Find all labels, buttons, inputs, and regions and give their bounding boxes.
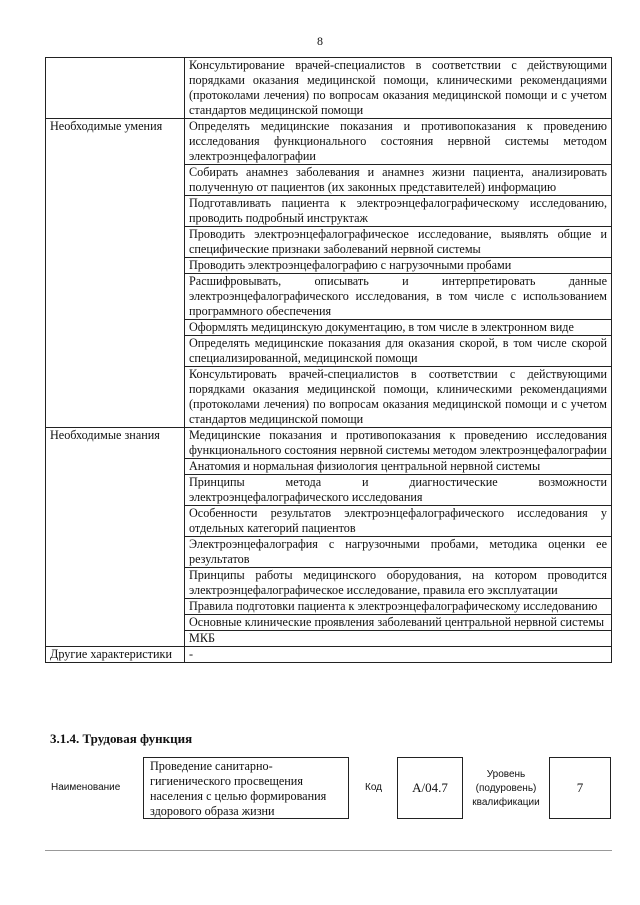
name-label: Наименование bbox=[51, 782, 121, 793]
table-row bbox=[46, 647, 612, 663]
other-label: Другие характеристики bbox=[46, 647, 185, 663]
table-cell: Консультирование врачей-специалистов в соответствии с действующими порядками оказания медицинской помощи, клиническими рекомендациями (протоколами лечения) по вопросам оказания медицинской помощи и с учетом стандартов медицинской помощи bbox=[185, 58, 612, 119]
table-row bbox=[46, 58, 612, 119]
other-value: - bbox=[185, 647, 612, 663]
table-cell: Основные клинические проявления заболеваний центральной нервной системы bbox=[185, 615, 612, 631]
skills-label: Необходимые умения bbox=[46, 119, 185, 428]
table-cell: Электроэнцефалография с нагрузочными пробами, методика оценки ее результатов bbox=[185, 537, 612, 568]
table-cell: Определять медицинские показания и противопоказания к проведению исследования функционального состояния нервной системы методом электроэнцефалографии bbox=[185, 119, 612, 165]
table-cell: Определять медицинские показания для оказания скорой, в том числе скорой специализированной, медицинской помощи bbox=[185, 336, 612, 367]
table-cell: Проводить электроэнцефалографию с нагрузочными пробами bbox=[185, 258, 612, 274]
table-row bbox=[46, 428, 612, 459]
table-cell: Анатомия и нормальная физиология центральной нервной системы bbox=[185, 459, 612, 475]
table-cell: Принципы метода и диагностические возможности электроэнцефалографического исследования bbox=[185, 475, 612, 506]
requirements-table bbox=[45, 57, 612, 663]
table-cell: Расшифровывать, описывать и интерпретировать данные электроэнцефалографического исследования, в том числе с использованием программного обеспечения bbox=[185, 274, 612, 320]
table-cell: Консультировать врачей-специалистов в соответствии с действующими порядками оказания медицинской помощи, клиническими рекомендациями (протоколами лечения) по вопросам оказания медицинской помощи и с учетом стандартов медицинской помощи bbox=[185, 367, 612, 428]
table-cell: Подготавливать пациента к электроэнцефалографическому исследованию, проводить подробный инструктаж bbox=[185, 196, 612, 227]
knowledge-label: Необходимые знания bbox=[46, 428, 185, 647]
code-box: А/04.7 bbox=[397, 757, 463, 819]
table-row bbox=[46, 119, 612, 165]
page-number: 8 bbox=[317, 34, 323, 48]
table-cell: Медицинские показания и противопоказания к проведению исследования функционального состояния нервной системы методом электроэнцефалографии bbox=[185, 428, 612, 459]
function-name-box: Проведение санитарно-гигиенического просвещения населения с целью формирования здорового образа жизни bbox=[143, 757, 349, 819]
table-cell: Проводить электроэнцефалографическое исследование, выявлять общие и специфические признаки заболеваний нервной системы bbox=[185, 227, 612, 258]
table-cell: Оформлять медицинскую документацию, в том числе в электронном виде bbox=[185, 320, 612, 336]
bottom-divider bbox=[45, 850, 612, 851]
section-heading: 3.1.4. Трудовая функция bbox=[50, 731, 193, 746]
table-cell: МКБ bbox=[185, 631, 612, 647]
empty-label-cell bbox=[46, 58, 185, 119]
code-label: Код bbox=[365, 782, 383, 793]
table-cell: Принципы работы медицинского оборудования, на котором проводится электроэнцефалографическое исследование, правила его эксплуатации bbox=[185, 568, 612, 599]
table-cell: Собирать анамнез заболевания и анамнез жизни пациента, анализировать полученную от пациентов (их законных представителей) информацию bbox=[185, 165, 612, 196]
table-cell: Особенности результатов электроэнцефалографического исследования у отдельных категорий пациентов bbox=[185, 506, 612, 537]
level-label: Уровень (подуровень) квалификации bbox=[472, 769, 540, 808]
level-box: 7 bbox=[549, 757, 611, 819]
table-cell: Правила подготовки пациента к электроэнцефалографическому исследованию bbox=[185, 599, 612, 615]
